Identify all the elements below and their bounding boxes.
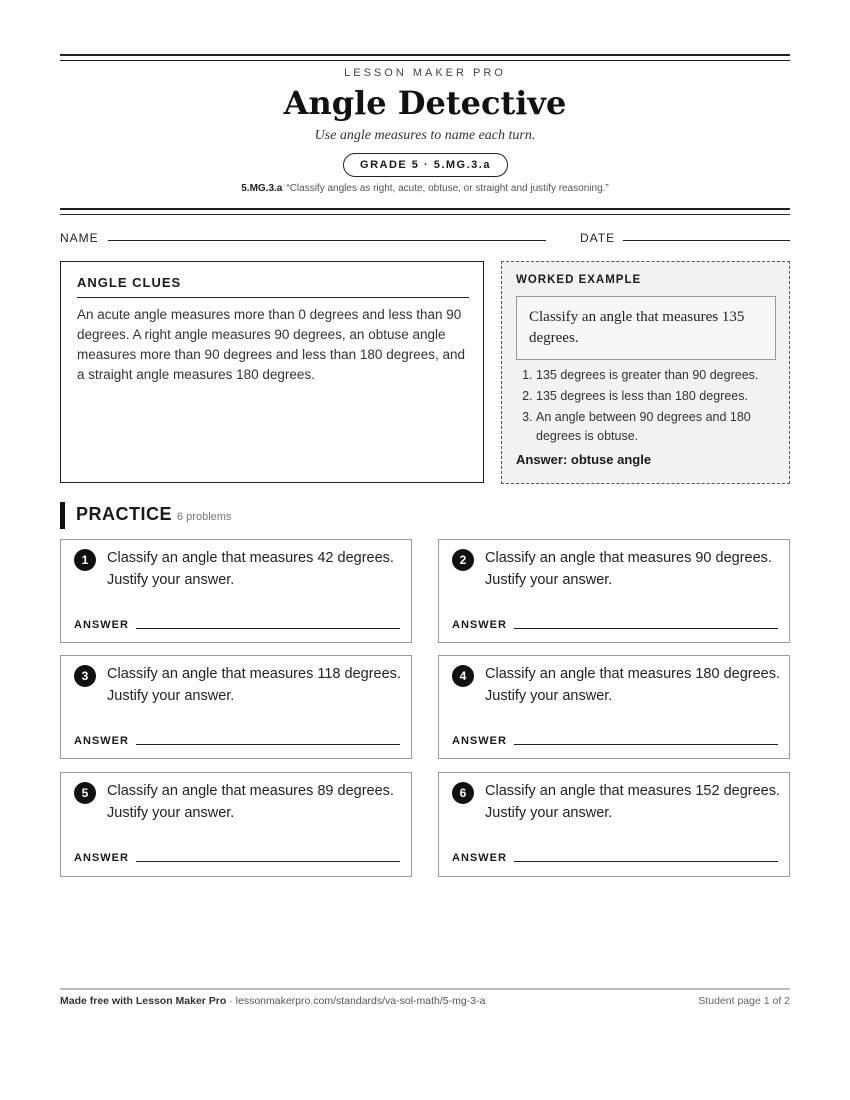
problem-card-2: [438, 539, 790, 643]
problem-card-6: [438, 772, 790, 877]
angle-clues-text: An acute angle measures more than 0 degrees and less than 90 degrees. A right angle measures 90 degrees, an obtuse angle measures more than 90 degrees and less than 180 degrees, and a straight angle measures 180 degrees.: [77, 307, 466, 382]
worked-example-answer: Answer: obtuse angle: [516, 452, 652, 467]
answer-label: ANSWER: [452, 619, 507, 631]
answer-label: ANSWER: [74, 852, 129, 864]
date-field[interactable]: [623, 240, 790, 241]
worked-example-title: WORKED EXAMPLE: [516, 274, 642, 286]
answer-field[interactable]: [514, 628, 778, 629]
practice-accent-bar: [60, 502, 65, 529]
worked-example-step: 3. An angle between 90 degrees and 180 degrees is obtuse.: [536, 408, 786, 446]
practice-count: 6 problems: [177, 511, 232, 523]
problem-number-badge: 6: [452, 782, 474, 804]
problem-text: Classify an angle that measures 152 degrees. Justify your answer.: [485, 783, 781, 821]
brand-name: LESSON MAKER PRO: [344, 67, 506, 79]
problem-number-badge: 5: [74, 782, 96, 804]
worked-example-box: [501, 261, 790, 484]
answer-field[interactable]: [136, 861, 400, 862]
top-double-rule: [60, 54, 790, 61]
grade-standard-pill: GRADE 5 · 5.MG.3.a: [343, 153, 508, 177]
answer-label: ANSWER: [452, 852, 507, 864]
footer-made-with: Made free with Lesson Maker Pro: [60, 995, 227, 1007]
problem-number-badge: 1: [74, 549, 96, 571]
standard-description: [0, 183, 850, 194]
footer-credit: [60, 995, 485, 1007]
problem-card-1: [60, 539, 412, 643]
worked-example-step: 1. 135 degrees is greater than 90 degrees.: [536, 366, 786, 385]
worksheet-title: Angle Detective: [283, 84, 567, 122]
worked-example-step: 2. 135 degrees is less than 180 degrees.: [536, 387, 786, 406]
worksheet-subtitle: Use angle measures to name each turn.: [314, 128, 536, 143]
answer-field[interactable]: [136, 628, 400, 629]
name-field[interactable]: [108, 240, 546, 241]
answer-label: ANSWER: [74, 619, 129, 631]
problem-text: Classify an angle that measures 118 degrees. Justify your answer.: [107, 666, 401, 704]
footer-url[interactable]: · lessonmakerpro.com/standards/va-sol-math/5-mg-3-a: [226, 995, 486, 1007]
date-label: DATE: [580, 231, 616, 245]
angle-clues-box: [60, 261, 484, 483]
problem-card-4: [438, 655, 790, 759]
problem-card-3: [60, 655, 412, 759]
standard-code: 5.MG.3.a: [241, 183, 283, 194]
problem-number-badge: 2: [452, 549, 474, 571]
name-label: NAME: [60, 231, 99, 245]
problem-number-badge: 4: [452, 665, 474, 687]
answer-field[interactable]: [136, 744, 400, 745]
problem-text: Classify an angle that measures 42 degrees. Justify your answer.: [107, 550, 394, 588]
practice-title: PRACTICE: [76, 504, 173, 524]
header-bottom-double-rule: [60, 208, 790, 215]
worked-example-steps: [516, 366, 786, 448]
worked-example-question: Classify an angle that measures 135 degrees.: [516, 296, 776, 360]
angle-clues-title: ANGLE CLUES: [77, 275, 469, 298]
answer-field[interactable]: [514, 744, 778, 745]
problem-text: Classify an angle that measures 90 degrees. Justify your answer.: [485, 550, 772, 588]
problem-text: Classify an angle that measures 180 degrees. Justify your answer.: [485, 666, 781, 704]
problem-text: Classify an angle that measures 89 degrees. Justify your answer.: [107, 783, 394, 821]
footer-page-number: Student page 1 of 2: [698, 995, 790, 1007]
answer-field[interactable]: [514, 861, 778, 862]
answer-label: ANSWER: [452, 735, 507, 747]
answer-label: ANSWER: [74, 735, 129, 747]
footer-rule: [60, 988, 790, 990]
standard-text: “Classify angles as right, acute, obtuse, or straight and justify reasoning.”: [286, 183, 609, 194]
problem-number-badge: 3: [74, 665, 96, 687]
problem-card-5: [60, 772, 412, 877]
